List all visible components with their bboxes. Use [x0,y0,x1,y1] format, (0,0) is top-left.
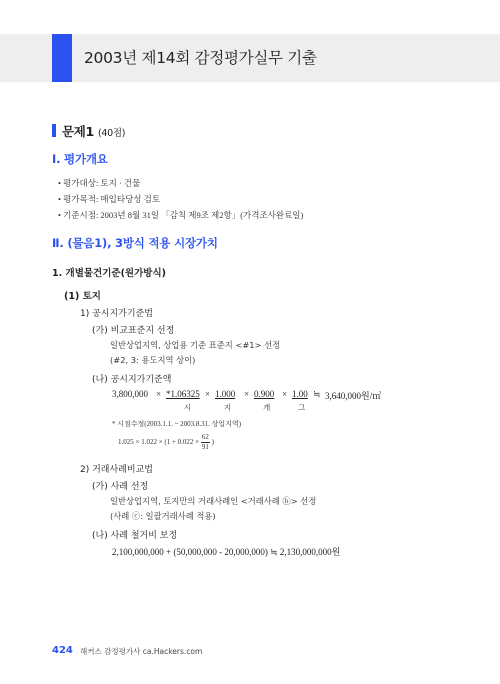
section-1-title: Ⅰ. 평가개요 [52,152,108,166]
calc-times-2: × [205,389,211,399]
label-time: 시 [184,403,192,412]
demolition-adjust-calc: 2,100,000,000 + (50,000,000 - 20,000,000) ≒ 2,130,000,000원 [112,547,341,557]
case-selection-body-2: (사례 ⓒ: 일괄거래사례 적용) [110,511,216,521]
time-adjust-prefix: 1.025 × 1.022 × (1 + 0.022 × [118,438,200,447]
demolition-adjust-heading: (나) 사례 철거비 보정 [92,531,178,541]
label-other: 그 [298,403,306,412]
footer-text: 해커스 감정평가사 ca.Hackers.com [80,647,203,656]
problem-marker [52,124,56,137]
bullet-target: • 평가대상: 토지 · 건물 [58,178,141,188]
page-number: 424 [52,645,73,656]
calc-factor-region: 1.000 [215,389,236,399]
time-adjust-suffix: ) [211,438,214,447]
problem-title [62,122,125,140]
bullet-date: • 기준시점: 2003년 8월 31일 「감칙 제9조 제2항」(가격조사완료일) [58,210,304,220]
label-individual: 개 [263,403,271,412]
method-2-heading: 2) 거래사례비교법 [80,465,153,475]
problem-label: 문제1 [62,124,94,139]
method-1-heading: 1) 공시지가기준법 [80,309,153,319]
section-2-title: Ⅱ. (물음1), 3방식 적용 시장가치 [52,236,218,250]
subsection-title: 1. 개별물건기준(원가방식) [52,268,166,279]
standard-land-body-1: 일반상업지역, 상업용 기준 표준지 <#1> 선정 [110,340,281,350]
fraction-denominator: 91 [201,443,209,451]
calc-times-3: × [244,389,250,399]
calc-factor-time: *1.06325 [166,389,200,399]
published-price-heading: (나) 공시지가기준액 [92,375,172,385]
calc-result: 3,640,000원/㎡ [325,391,382,401]
standard-land-heading: (가) 비교표준지 선정 [92,326,175,336]
calc-base: 3,800,000 [112,389,148,399]
time-adjust-fraction [201,434,210,451]
case-selection-body-1: 일반상업지역, 토지만의 거래사례인 <거래사례 ⓑ> 선정 [110,496,317,506]
label-region: 지 [224,403,232,412]
fraction-numerator: 62 [201,433,209,441]
time-adjust-calc [118,434,214,451]
bullet-purpose: • 평가목적: 매입타당성 검토 [58,194,161,204]
header-accent-bar [52,34,72,82]
calc-factor-individual: 0.900 [254,389,275,399]
page-title: 2003년 제14회 감정평가실무 기출 [84,49,317,67]
calc-approx: ≒ [313,389,321,399]
time-adjust-note: * 시점수정(2003.1.1. ~ 2003.8.31. 상업지역) [112,420,242,428]
calc-times-1: × [156,389,162,399]
land-heading: (1) 토지 [64,291,101,302]
case-selection-heading: (가) 사례 선정 [92,482,149,492]
calc-factor-other: 1.00 [292,389,308,399]
calc-times-4: × [282,389,288,399]
standard-land-body-2: (#2, 3: 용도지역 상이) [110,355,196,365]
problem-points: (40점) [98,128,126,139]
